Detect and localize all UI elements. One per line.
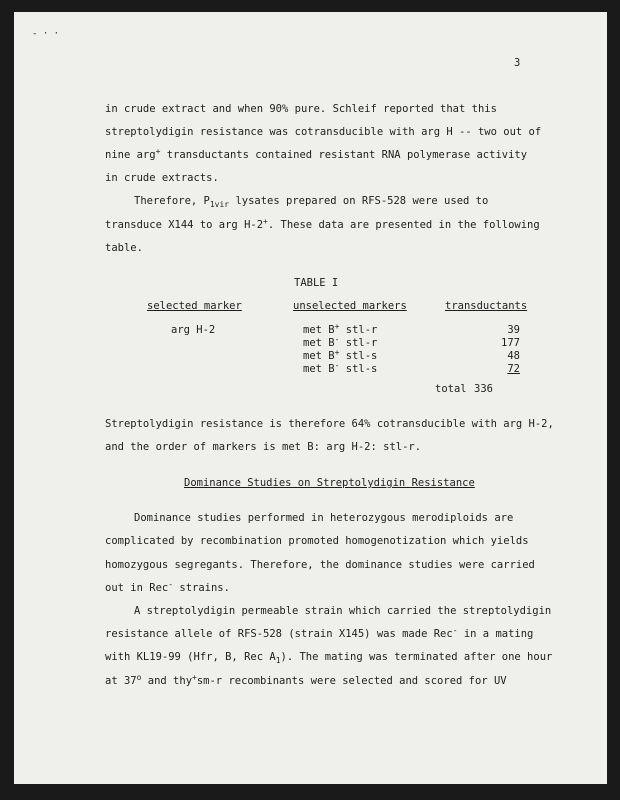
table-selected-marker: arg H-2	[171, 324, 216, 336]
document-page	[14, 12, 607, 784]
paragraph-5-line-1: A streptolydigin permeable strain which carried the streptolydigin	[134, 605, 552, 617]
table-total-value: 336	[474, 383, 493, 395]
paragraph-4-line-3: homozygous segregants. Therefore, the dominance studies were carried	[105, 559, 535, 571]
header-mark: - · ·	[32, 29, 60, 39]
paragraph-4-line-1: Dominance studies performed in heterozygous merodiploids are	[134, 512, 514, 524]
paragraph-3-line-2: and the order of markers is met B: arg H-2: stl-r.	[105, 441, 422, 453]
paragraph-5-line-3: with KL19-99 (Hfr, B, Rec $A_1$). The mating was terminated after one hour	[105, 651, 553, 665]
table-header-selected-marker: selected marker	[147, 300, 242, 312]
paragraph-1-line-4: in crude extracts.	[105, 172, 219, 184]
section-heading: Dominance Studies on Streptolydigin Resistance	[184, 477, 475, 489]
table-count: 39	[507, 324, 520, 336]
paragraph-1-line-3: nine arg+ transductants contained resistant RNA polymerase activity	[105, 147, 528, 161]
paragraph-1-line-1: in crude extract and when 90% pure. Schleif reported that this	[105, 103, 497, 115]
paragraph-2-line-1: Therefore, $P_{1vir}$ lysates prepared on RFS-528 were used to	[134, 195, 489, 209]
table-row: met B- stl-r	[303, 335, 378, 349]
table-row: met B+ stl-s	[303, 348, 378, 362]
table-total-label: total	[435, 383, 467, 395]
table-row: met B- stl-s	[303, 361, 378, 375]
page-number: 3	[514, 57, 521, 69]
paragraph-3-line-1: Streptolydigin resistance is therefore 64% cotransducible with arg H-2,	[105, 418, 554, 430]
table-title: TABLE I	[294, 277, 339, 289]
paragraph-1-line-2: streptolydigin resistance was cotransducible with arg H -- two out of	[105, 126, 542, 138]
paragraph-4-line-2: complicated by recombination promoted homogenotization which yields	[105, 535, 529, 547]
table-header-unselected-markers: unselected markers	[293, 300, 407, 312]
table-header-transductants: transductants	[445, 300, 528, 312]
paragraph-5-line-2: resistance allele of RFS-528 (strain X145) was made Rec- in a mating	[105, 626, 534, 640]
table-count: 48	[507, 350, 520, 362]
paragraph-4-line-4: out in Rec- strains.	[105, 580, 230, 594]
paragraph-2-line-2: transduce X144 to arg H-2+. These data are presented in the following	[105, 217, 540, 231]
paragraph-2-line-3: table.	[105, 242, 143, 254]
paragraph-5-line-4: at 37$^o$ and thy+sm-r recombinants were selected and scored for UV	[105, 673, 507, 687]
table-count: 177	[501, 337, 520, 349]
table-row: met B+ stl-r	[303, 322, 378, 336]
table-count: 72	[507, 363, 520, 375]
